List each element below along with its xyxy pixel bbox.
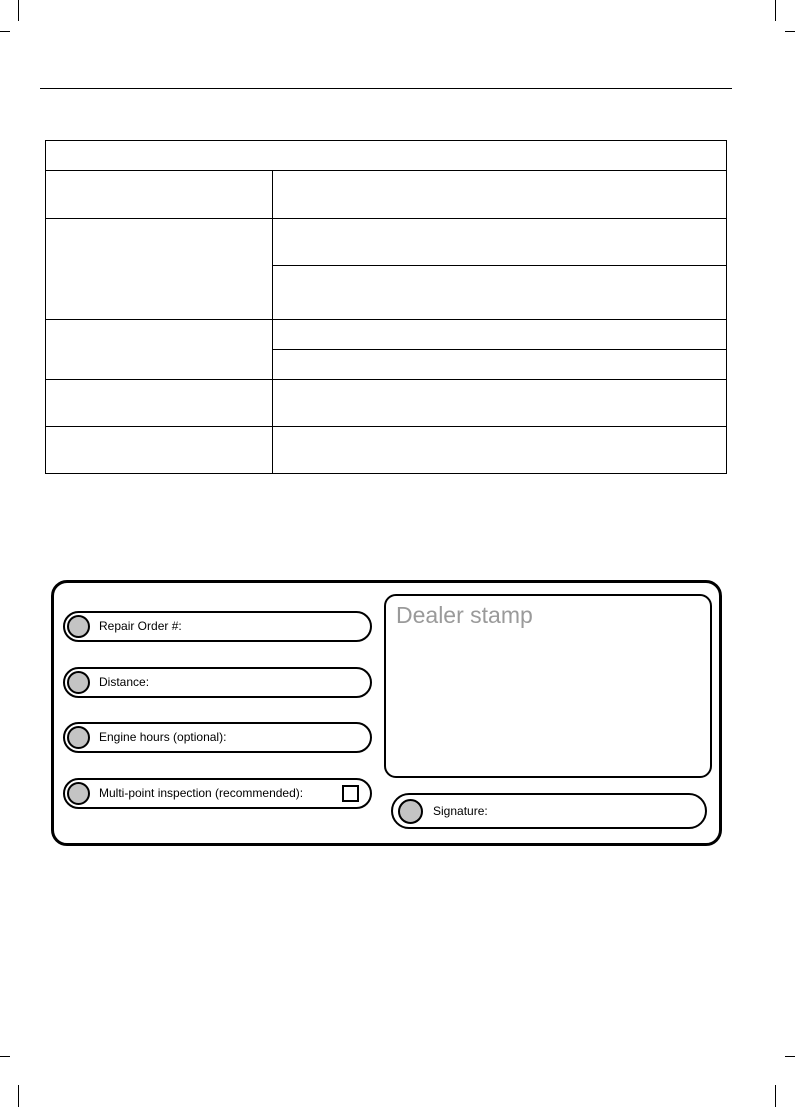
signature-label: Signature: xyxy=(433,804,488,818)
table-row xyxy=(46,171,727,219)
repair-order-label: Repair Order #: xyxy=(99,619,182,633)
field-marker-icon xyxy=(67,726,90,749)
crop-mark-top-right xyxy=(775,0,776,21)
multi-point-inspection-field xyxy=(63,778,372,809)
crop-mark-top-left-h xyxy=(0,31,10,32)
crop-mark-bottom-right xyxy=(775,1085,776,1107)
table-value-cell xyxy=(273,266,727,320)
table-label-cell xyxy=(46,219,273,320)
table-value-cell xyxy=(273,427,727,474)
table-value-cell xyxy=(273,380,727,427)
table-row xyxy=(46,219,727,266)
header-rule xyxy=(40,88,732,89)
table-label-cell xyxy=(46,380,273,427)
table-label-cell xyxy=(46,320,273,380)
table-header-cell xyxy=(46,141,727,171)
dealer-stamp-label: Dealer stamp xyxy=(396,602,533,628)
engine-hours-field[interactable] xyxy=(63,722,372,753)
table-header-row xyxy=(46,141,727,171)
table-row xyxy=(46,320,727,350)
service-card xyxy=(51,580,722,846)
table-value-cell xyxy=(273,219,727,266)
crop-mark-bottom-left xyxy=(18,1085,19,1107)
field-marker-icon xyxy=(67,671,90,694)
table-value-cell xyxy=(273,320,727,350)
distance-label: Distance: xyxy=(99,675,150,689)
crop-mark-bottom-right-h xyxy=(785,1056,795,1057)
engine-hours-label: Engine hours (optional): xyxy=(99,730,227,744)
multi-point-inspection-label: Multi-point inspection (recommended): xyxy=(99,786,304,800)
crop-mark-top-left xyxy=(18,0,19,21)
table-value-cell xyxy=(273,350,727,380)
crop-mark-bottom-left-h xyxy=(0,1056,10,1057)
table-label-cell xyxy=(46,171,273,219)
table-row xyxy=(46,380,727,427)
service-record-table xyxy=(45,140,727,474)
table-label-cell xyxy=(46,427,273,474)
crop-mark-top-right-h xyxy=(785,31,795,32)
signature-field[interactable] xyxy=(391,793,707,829)
distance-field[interactable] xyxy=(63,667,372,698)
field-marker-icon xyxy=(67,615,90,638)
table-row xyxy=(46,427,727,474)
repair-order-field[interactable] xyxy=(63,611,372,642)
table-value-cell xyxy=(273,171,727,219)
dealer-stamp-box xyxy=(384,594,712,778)
field-marker-icon xyxy=(398,799,423,824)
multi-point-inspection-checkbox[interactable] xyxy=(342,785,359,802)
field-marker-icon xyxy=(67,782,90,805)
